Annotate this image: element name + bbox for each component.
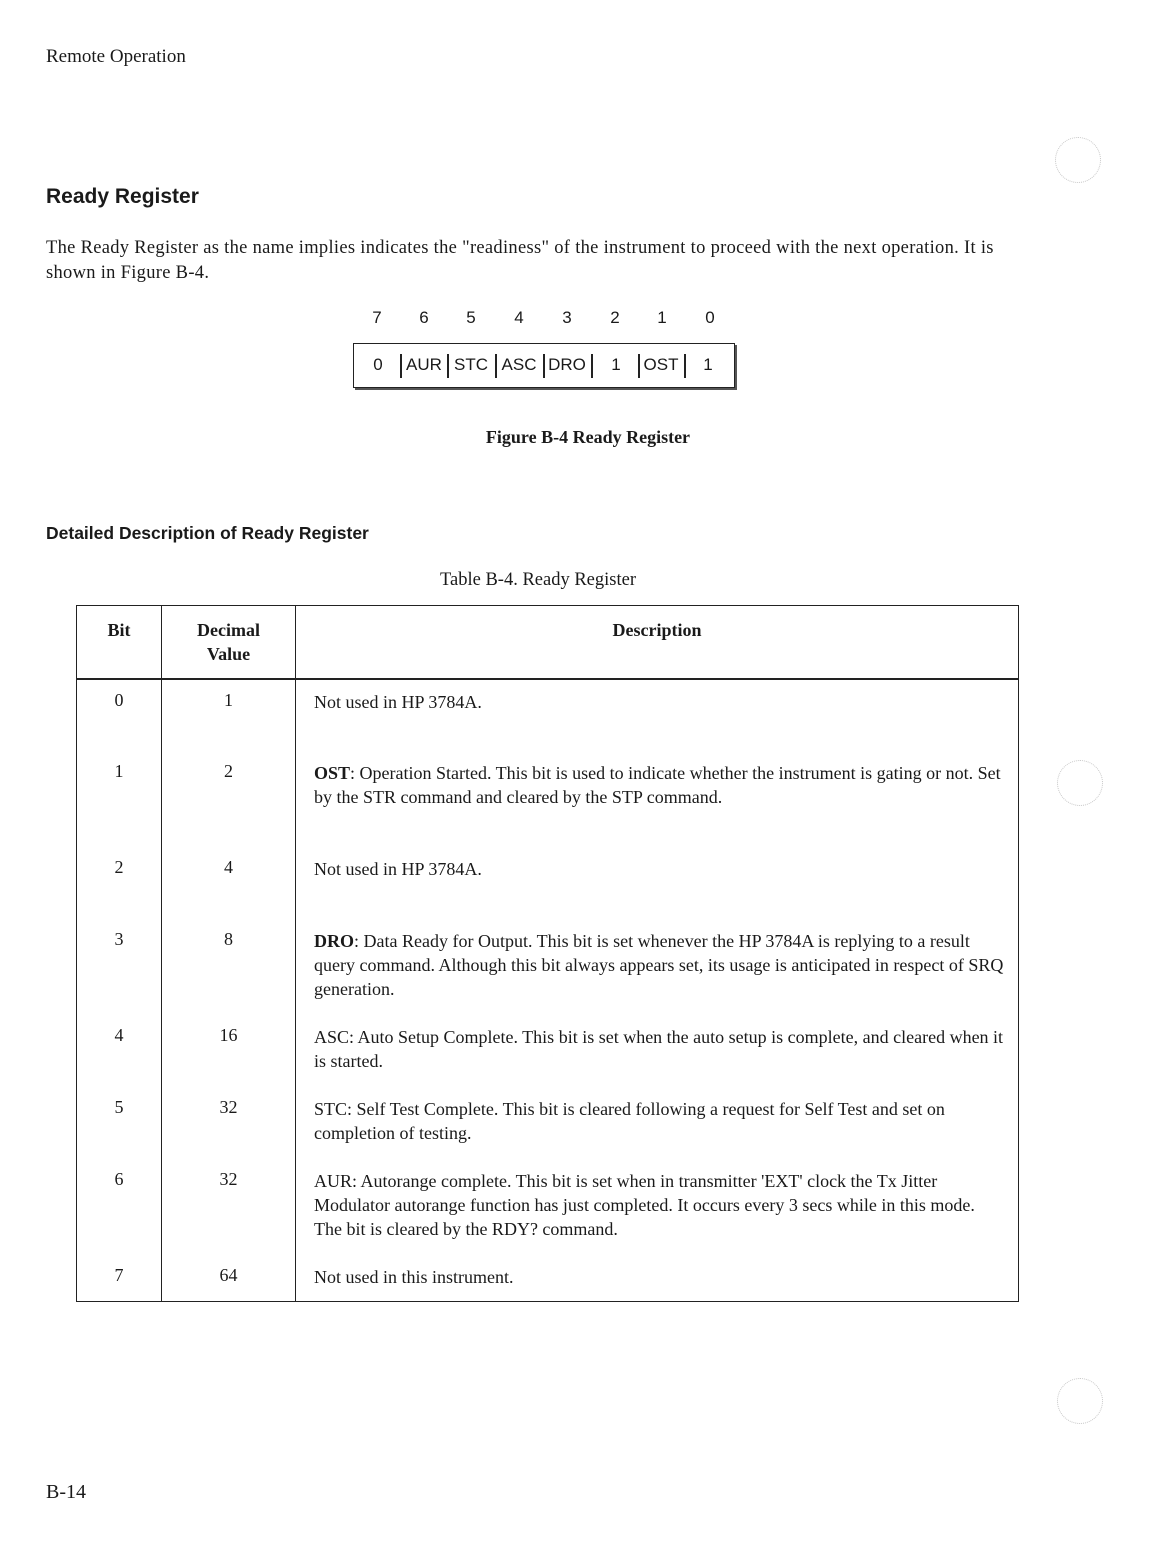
bit-cell: 3	[77, 919, 162, 1015]
cell-divider	[684, 354, 686, 378]
register-cell: DRO	[548, 355, 586, 374]
decimal-cell: 16	[162, 1015, 296, 1087]
decimal-cell: 2	[162, 751, 296, 847]
bit-number: 7	[372, 308, 382, 327]
ready-register-table	[76, 605, 1019, 1302]
bit-number: 3	[562, 308, 572, 327]
table-row	[77, 1159, 1019, 1255]
description-cell	[296, 679, 1019, 751]
cell-divider	[495, 354, 497, 378]
decimal-cell: 32	[162, 1087, 296, 1159]
subsection-title: Detailed Description of Ready Register	[46, 523, 369, 543]
description-text: STC: Self Test Complete. This bit is cleared following a request for Self Test and set on completion of testing.	[314, 1098, 945, 1143]
table-caption: Table B-4. Ready Register	[440, 570, 636, 590]
cell-divider	[447, 354, 449, 378]
decimal-cell: 1	[162, 679, 296, 751]
intro-paragraph: The Ready Register as the name implies indicates the "readiness" of the instrument to proceed with the next operation. It is shown in Figure B-4.	[46, 238, 994, 283]
binder-hole-mark	[1057, 760, 1103, 806]
cell-divider	[400, 354, 402, 378]
description-text: : Operation Started. This bit is used to indicate whether the instrument is gating or not. Set by the STR command and cleared by the STP command.	[314, 762, 1001, 807]
register-cell: ASC	[501, 355, 537, 374]
bit-number: 4	[514, 308, 524, 327]
decimal-cell: 8	[162, 919, 296, 1015]
bit-cell: 7	[77, 1255, 162, 1302]
description-cell	[296, 1159, 1019, 1255]
description-cell	[296, 1255, 1019, 1302]
bit-cell: 1	[77, 751, 162, 847]
description-text: ASC: Auto Setup Complete. This bit is set when the auto setup is complete, and cleared when it is started.	[314, 1026, 1004, 1071]
description-text: Not used in this instrument.	[314, 1266, 514, 1287]
bit-number: 0	[705, 308, 715, 327]
section-title: Ready Register	[46, 185, 199, 208]
cell-divider	[543, 354, 545, 378]
bit-number: 6	[419, 308, 429, 327]
table-row	[77, 679, 1019, 751]
register-cell: 1	[611, 355, 621, 374]
description-text: : Data Ready for Output. This bit is set whenever the HP 3784A is replying to a result query command. Although this bit always appears set, its usage is anticipated in respect of SRQ generation.	[314, 930, 1004, 999]
description-text: AUR: Autorange complete. This bit is set when in transmitter 'EXT' clock the Tx Jitter Modulator autorange function has just completed. It occurs every 3 secs while in this mode. The bit is cleared by the RDY? command.	[314, 1170, 975, 1239]
bit-number: 5	[466, 308, 476, 327]
header-decimal-value: Decimal Value	[162, 606, 296, 679]
binder-hole-mark	[1055, 137, 1101, 183]
bit-number-row	[357, 308, 737, 330]
running-header: Remote Operation	[46, 46, 186, 67]
table-row	[77, 1015, 1019, 1087]
bit-number: 2	[610, 308, 620, 327]
register-diagram	[353, 343, 735, 388]
description-cell	[296, 1015, 1019, 1087]
decimal-cell: 4	[162, 847, 296, 919]
description-cell	[296, 847, 1019, 919]
cell-divider	[638, 354, 640, 378]
header-bit: Bit	[77, 606, 162, 679]
bit-cell: 2	[77, 847, 162, 919]
page-number: B-14	[46, 1481, 86, 1503]
description-text: Not used in HP 3784A.	[314, 858, 482, 879]
decimal-cell: 64	[162, 1255, 296, 1302]
register-cell: OST	[643, 355, 679, 374]
bit-cell: 5	[77, 1087, 162, 1159]
register-cell: AUR	[406, 355, 442, 374]
bit-cell: 0	[77, 679, 162, 751]
table-row	[77, 1087, 1019, 1159]
term-label: DRO	[314, 930, 354, 951]
register-cell: 1	[703, 355, 713, 374]
table-row	[77, 919, 1019, 1015]
table-row	[77, 751, 1019, 847]
description-cell	[296, 751, 1019, 847]
register-cell: 0	[373, 355, 383, 374]
cell-divider	[591, 354, 593, 378]
header-description: Description	[296, 606, 1019, 679]
register-cell: STC	[454, 355, 488, 374]
description-text: Not used in HP 3784A.	[314, 691, 482, 712]
bit-cell: 6	[77, 1159, 162, 1255]
table-row	[77, 847, 1019, 919]
table-row	[77, 1255, 1019, 1302]
term-label: OST	[314, 762, 351, 783]
description-cell	[296, 919, 1019, 1015]
table-header-row	[77, 606, 1019, 679]
bit-cell: 4	[77, 1015, 162, 1087]
bit-number: 1	[657, 308, 667, 327]
figure-caption: Figure B-4 Ready Register	[485, 427, 691, 447]
binder-hole-mark	[1057, 1378, 1103, 1424]
description-cell	[296, 1087, 1019, 1159]
decimal-cell: 32	[162, 1159, 296, 1255]
